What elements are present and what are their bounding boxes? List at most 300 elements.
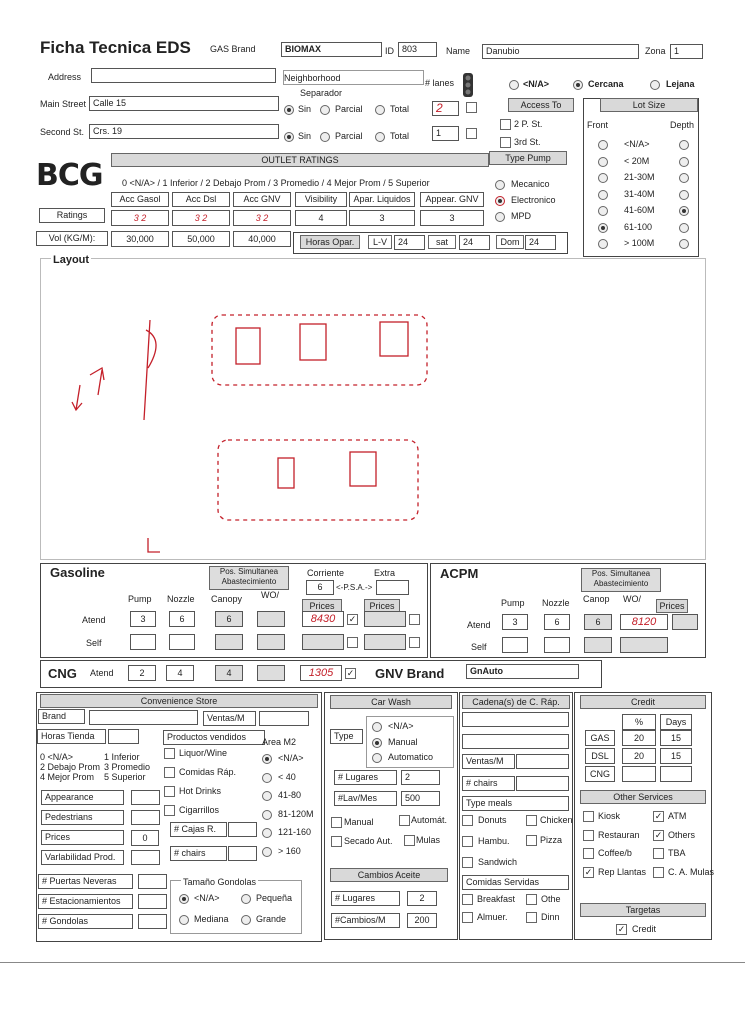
- store-chairs-label: # chairs: [170, 846, 227, 861]
- credit-days-field[interactable]: 15: [660, 730, 692, 746]
- store-count-label: # Puertas Neveras: [38, 874, 133, 889]
- psa-label: <-P.S.A.->: [336, 583, 373, 592]
- rating-column-header: Visibility: [295, 192, 347, 207]
- cajas-field[interactable]: [228, 822, 257, 837]
- scan-edge-line: [0, 962, 745, 963]
- store-area-radio[interactable]: [262, 847, 272, 857]
- service-label: Others: [668, 829, 696, 840]
- traffic-light-icon: [460, 72, 476, 98]
- gasoline-title: Gasoline: [50, 565, 105, 580]
- gas-pump-label: Pump: [128, 594, 152, 604]
- sep1-sin-label: Sin: [298, 104, 312, 114]
- store-product-checkbox[interactable]: [164, 786, 175, 797]
- vol-value-field[interactable]: 30,000: [111, 231, 169, 247]
- acpm-price-field[interactable]: 8120: [620, 614, 668, 630]
- lot-depth-label: Depth: [670, 120, 695, 130]
- neighborhood-field[interactable]: [283, 70, 424, 85]
- acpm-nozzle-label: Nozzle: [542, 598, 570, 608]
- donuts-label: Donuts: [478, 815, 507, 825]
- lot-depth-radio[interactable]: [679, 140, 689, 150]
- acpm-prices-header: Prices: [656, 599, 688, 613]
- carwash-manual-chk-label: Manual: [344, 817, 374, 827]
- lot-size-option: > 100M: [624, 238, 655, 248]
- carwash-lugares-label: # Lugares: [334, 770, 397, 785]
- gas-extra-price-field[interactable]: [364, 611, 406, 627]
- acpm-extra-field[interactable]: [672, 614, 698, 630]
- gas-brand-label: GAS Brand: [210, 44, 256, 54]
- carwash-type-label: Type: [330, 729, 363, 744]
- lot-depth-radio[interactable]: [679, 239, 689, 249]
- sep2-sin-radio[interactable]: [284, 132, 294, 142]
- service-checkbox[interactable]: [653, 848, 664, 859]
- type-pump-header: Type Pump: [489, 151, 567, 165]
- mulas-label: Mulas: [416, 835, 441, 845]
- cercana-label: Cercana: [588, 79, 624, 89]
- carwash-manual-radio[interactable]: [372, 738, 382, 748]
- cng-price-field[interactable]: 1305: [300, 665, 342, 681]
- acpm-pump-label: Pump: [501, 598, 525, 608]
- gas-self-nozzle[interactable]: [169, 634, 195, 650]
- store-brand-label: Brand: [38, 709, 85, 724]
- extra-field[interactable]: [376, 580, 409, 595]
- dinn-checkbox[interactable]: [526, 912, 537, 923]
- gas-canopy-field[interactable]: 6: [215, 611, 243, 627]
- acpm-atend-label: Atend: [467, 620, 491, 630]
- gas-extra-price-checkbox[interactable]: [409, 614, 420, 625]
- store-header: Convenience Store: [40, 694, 318, 708]
- gas-self-price-checkbox[interactable]: [347, 637, 358, 648]
- service-checkbox[interactable]: ✓: [584, 866, 593, 877]
- store-prices-field[interactable]: 0: [131, 830, 159, 846]
- store-ventas-field[interactable]: [259, 711, 309, 726]
- store-horas-field[interactable]: [108, 729, 139, 744]
- rating-column-header: Apar. Liquidos: [349, 192, 415, 207]
- store-area-label: < 40: [278, 771, 296, 782]
- sep2-total-label: Total: [390, 131, 410, 141]
- lot-size-option: 61-100: [624, 221, 653, 232]
- gas-price-field[interactable]: 8430: [302, 611, 344, 627]
- sep2-parcial-label: Parcial: [335, 131, 363, 141]
- store-rating-field[interactable]: [131, 790, 160, 805]
- lot-front-radio[interactable]: [598, 190, 608, 200]
- service-checkbox[interactable]: [653, 867, 664, 878]
- lanes-main-checkbox[interactable]: [466, 102, 477, 113]
- cambios-lugares-label: # Lugares: [331, 891, 400, 906]
- location-na-label: <N/A>: [523, 79, 550, 89]
- main-street-field[interactable]: Calle 15: [89, 96, 279, 111]
- gasoline-pos-sim: Pos. Simultanea Abastecimiento: [209, 566, 289, 590]
- lot-depth-radio[interactable]: [679, 223, 689, 233]
- mpd-label: MPD: [511, 211, 531, 221]
- comidas-servidas-label: Comidas Servidas: [462, 875, 569, 890]
- breakfast-label: Breakfast: [477, 894, 516, 904]
- lot-size-option: < 20M: [624, 155, 650, 166]
- gas-price-checkbox[interactable]: ✓: [348, 614, 357, 624]
- vol-value-field[interactable]: 50,000: [172, 231, 230, 247]
- acpm-canop-label: Canop: [583, 594, 610, 604]
- ratings-scale: 0 <N/A> / 1 Inferior / 2 Debajo Prom / 3 Promedio / 4 Mejor Prom / 5 Superior: [122, 178, 430, 188]
- gondolas-panel: [170, 880, 302, 934]
- cajas-label: # Cajas R.: [170, 822, 227, 837]
- credit-type-label: GAS: [585, 730, 615, 746]
- sandwich-label: Sandwich: [478, 857, 518, 867]
- store-rating-label: Pedestrians: [41, 810, 124, 825]
- credit-pct-field[interactable]: [622, 766, 656, 782]
- zona-label: Zona: [645, 46, 666, 56]
- cng-wo-field[interactable]: [257, 665, 285, 681]
- carwash-header: Car Wash: [330, 695, 452, 709]
- rating-value-field[interactable]: 3: [349, 210, 415, 226]
- store-product-checkbox[interactable]: [164, 767, 175, 778]
- pequena-label: Pequeña: [256, 893, 293, 903]
- hambu-label: Hambu.: [478, 836, 510, 846]
- acpm-nozzle-field[interactable]: 6: [544, 614, 570, 630]
- mulas-checkbox[interactable]: [404, 835, 415, 846]
- sep1-sin-radio[interactable]: [284, 105, 294, 115]
- name-label: Name: [446, 46, 471, 56]
- store-count-field[interactable]: [138, 894, 167, 909]
- store-brand-field[interactable]: [89, 710, 198, 725]
- sep2-parcial-radio[interactable]: [320, 132, 330, 142]
- secado-label: Secado Aut.: [344, 836, 393, 846]
- gas-pump-field[interactable]: 3: [130, 611, 156, 627]
- store-scale-left: 0 <N/A> 2 Debajo Prom 4 Mejor Prom: [40, 752, 101, 782]
- gondolas-na-radio[interactable]: [179, 894, 189, 904]
- mediana-radio[interactable]: [179, 915, 189, 925]
- carwash-automat-checkbox[interactable]: [399, 815, 410, 826]
- sep2-total-radio[interactable]: [375, 132, 385, 142]
- credit-header: Credit: [580, 695, 706, 709]
- access-3rdst-checkbox[interactable]: [500, 137, 511, 148]
- lot-depth-radio[interactable]: [679, 173, 689, 183]
- store-area-radio[interactable]: [262, 773, 272, 783]
- cng-atend-label: Atend: [90, 668, 114, 678]
- gondolas-na-label: <N/A>: [194, 893, 220, 903]
- separador-label: Separador: [300, 88, 343, 98]
- cadena-ventas-label: Ventas/M: [462, 754, 515, 769]
- lot-size-header: Lot Size: [600, 98, 698, 112]
- store-product-checkbox[interactable]: [164, 748, 175, 759]
- store-rating-label: Varlabilidad Prod.: [41, 850, 124, 865]
- layout-sketch: [60, 290, 440, 560]
- service-label: ATM: [668, 811, 687, 821]
- lot-depth-radio[interactable]: [679, 206, 689, 216]
- corriente-field[interactable]: 6: [306, 580, 334, 595]
- service-checkbox[interactable]: ✓: [654, 811, 663, 821]
- gas-nozzle-field[interactable]: 6: [169, 611, 195, 627]
- store-area-radio[interactable]: [262, 791, 272, 801]
- carwash-na-radio[interactable]: [372, 722, 382, 732]
- extra-label: Extra: [374, 568, 396, 578]
- store-product-label: Cigarrillos: [179, 805, 220, 815]
- id-field[interactable]: 803: [398, 42, 437, 57]
- cercana-radio[interactable]: [573, 80, 583, 90]
- lot-depth-radio[interactable]: [679, 157, 689, 167]
- carwash-manual-label: Manual: [388, 737, 418, 747]
- credit-days-field[interactable]: 15: [660, 748, 692, 764]
- sep1-total-label: Total: [390, 104, 410, 114]
- lejana-label: Lejana: [666, 79, 695, 89]
- gas-self-extra-price[interactable]: [364, 634, 406, 650]
- cadena-ventas-field[interactable]: [516, 754, 569, 769]
- pizza-label: Pizza: [540, 835, 563, 845]
- second-st-label: Second St.: [40, 127, 85, 137]
- gas-brand-field[interactable]: BIOMAX: [281, 42, 382, 57]
- acpm-canop-field[interactable]: 6: [584, 614, 612, 630]
- service-label: Kiosk: [598, 811, 621, 821]
- address-field[interactable]: [91, 68, 276, 83]
- grande-label: Grande: [256, 914, 287, 924]
- dom-label: Dom: [496, 235, 524, 249]
- secado-checkbox[interactable]: [331, 836, 342, 847]
- dinn-label: Dinn: [541, 912, 560, 922]
- credit-days-label: Days: [660, 714, 692, 730]
- service-label: C. A. Mulas: [668, 866, 715, 877]
- acpm-title: ACPM: [440, 566, 479, 581]
- service-checkbox[interactable]: [583, 811, 594, 822]
- access-2pst-checkbox[interactable]: [500, 119, 511, 130]
- acpm-wo-label: WO/: [623, 594, 641, 604]
- main-street-label: Main Street: [40, 99, 87, 109]
- store-count-label: # Gondolas: [38, 914, 133, 929]
- carwash-auto-label: Automatico: [388, 752, 434, 762]
- store-horas-label: Horas Tienda: [37, 729, 106, 744]
- corriente-label: Corriente: [307, 568, 345, 578]
- lot-front-label: Front: [587, 120, 609, 130]
- cadena-name-1[interactable]: [462, 712, 569, 727]
- service-checkbox[interactable]: ✓: [654, 829, 663, 840]
- credit-pct-field[interactable]: 20: [622, 730, 656, 746]
- carwash-lugares-field[interactable]: 2: [401, 770, 440, 785]
- gas-self-price[interactable]: [302, 634, 344, 650]
- sep1-parcial-radio[interactable]: [320, 105, 330, 115]
- location-na-radio[interactable]: [509, 80, 519, 90]
- acpm-self-canop[interactable]: [584, 637, 612, 653]
- acpm-self-pump[interactable]: [502, 637, 528, 653]
- acpm-pos-sim: Pos. Simultanea Abastecimiento: [581, 568, 661, 592]
- credit-pct-label: %: [622, 714, 656, 730]
- gas-self-canopy[interactable]: [215, 634, 243, 650]
- store-area-label: 121-160: [278, 827, 312, 837]
- acpm-pump-field[interactable]: 3: [502, 614, 528, 630]
- sep1-total-radio[interactable]: [375, 105, 385, 115]
- carwash-lav-label: #Lav/Mes: [334, 791, 397, 806]
- lot-front-radio[interactable]: [598, 223, 608, 233]
- credit-pct-field[interactable]: 20: [622, 748, 656, 764]
- neighborhood-label: Neighborhood: [284, 73, 341, 83]
- service-label: TBA: [668, 848, 686, 858]
- lot-size-option: 21-30M: [624, 172, 655, 182]
- lv-label: L-V: [368, 235, 392, 249]
- gas-prices-header: Prices: [302, 599, 342, 613]
- credit-type-label: DSL: [585, 748, 615, 764]
- gas-self-extra-checkbox[interactable]: [409, 637, 420, 648]
- store-count-label: # Estacionamientos: [38, 894, 133, 909]
- store-product-label: Hot Drinks: [179, 786, 222, 796]
- carwash-manual-checkbox[interactable]: [331, 817, 342, 828]
- mecanico-radio[interactable]: [495, 180, 505, 190]
- gas-extra-prices-header: Prices: [364, 599, 400, 613]
- cadena-meals-label: Type meals: [462, 796, 569, 811]
- gnv-brand-label: GNV Brand: [375, 666, 445, 681]
- carwash-auto-radio[interactable]: [372, 753, 382, 763]
- pizza-checkbox[interactable]: [526, 835, 537, 846]
- store-rating-field[interactable]: [131, 810, 160, 825]
- cadena-chairs-label: # chairs: [462, 776, 515, 791]
- lot-front-radio[interactable]: [598, 239, 608, 249]
- cambios-header: Cambios Aceite: [330, 868, 448, 882]
- cadena-chairs-field[interactable]: [516, 776, 569, 791]
- carwash-lav-field[interactable]: 500: [401, 791, 440, 806]
- lot-front-radio[interactable]: [598, 157, 608, 167]
- store-area-label: > 160: [278, 845, 301, 856]
- electronico-label: Electronico: [511, 195, 556, 205]
- gas-atend-label: Atend: [82, 615, 106, 625]
- ratings-label: Ratings: [39, 208, 105, 223]
- lot-front-radio[interactable]: [598, 206, 608, 216]
- access-3rdst-label: 3rd St.: [514, 137, 541, 147]
- rating-column-header: Acc Gasol: [111, 192, 169, 207]
- breakfast-checkbox[interactable]: [462, 894, 473, 905]
- store-area-label: Area M2: [262, 737, 297, 747]
- acpm-self-nozzle[interactable]: [544, 637, 570, 653]
- gas-canopy-label: Canopy: [211, 594, 243, 604]
- vol-value-field[interactable]: 40,000: [233, 231, 291, 247]
- grande-radio[interactable]: [241, 915, 251, 925]
- zona-field[interactable]: 1: [670, 44, 703, 59]
- sat-field[interactable]: 24: [459, 235, 490, 250]
- cng-title: CNG: [48, 666, 77, 681]
- lot-depth-radio[interactable]: [679, 190, 689, 200]
- donuts-checkbox[interactable]: [462, 815, 473, 826]
- rating-value-field[interactable]: 3 2: [233, 210, 291, 226]
- store-area-label: 41-80: [278, 790, 302, 800]
- lot-size-option: 41-60M: [624, 205, 655, 215]
- rating-column-header: Appear. GNV: [420, 192, 484, 207]
- lv-field[interactable]: 24: [394, 235, 425, 250]
- layout-label: Layout: [53, 254, 90, 266]
- gas-wo-label: WO/: [261, 590, 279, 600]
- name-field[interactable]: Danubio: [482, 44, 639, 59]
- sat-label: sat: [428, 235, 456, 249]
- service-label: Rep Llantas: [598, 866, 647, 877]
- acpm-self-price[interactable]: [620, 637, 668, 653]
- chicken-checkbox[interactable]: [526, 815, 537, 826]
- sep2-sin-label: Sin: [298, 131, 312, 141]
- store-area-radio[interactable]: [262, 810, 272, 820]
- rating-value-field[interactable]: 4: [295, 210, 347, 226]
- second-st-field[interactable]: Crs. 19: [89, 124, 279, 139]
- store-count-field[interactable]: [138, 874, 167, 889]
- lanes-second-field[interactable]: 1: [432, 126, 459, 141]
- cambios-label: #Cambios/M: [331, 913, 400, 928]
- cambios-field[interactable]: 200: [407, 913, 437, 928]
- lot-size-option: <N/A>: [624, 139, 650, 149]
- sandwich-checkbox[interactable]: [462, 857, 473, 868]
- credit-days-field[interactable]: [660, 766, 692, 782]
- store-area-radio[interactable]: [262, 828, 272, 838]
- credit-card-label: Credit: [632, 924, 657, 934]
- carwash-na-label: <N/A>: [388, 721, 414, 731]
- dom-field[interactable]: 24: [525, 235, 556, 250]
- rating-value-field[interactable]: 3 2: [111, 210, 169, 226]
- lejana-radio[interactable]: [650, 80, 660, 90]
- gnv-brand-field[interactable]: GnAuto: [466, 664, 579, 679]
- lot-size-option: 31-40M: [624, 188, 655, 199]
- other-services-header: Other Services: [580, 790, 706, 804]
- cambios-lugares-field[interactable]: 2: [407, 891, 437, 906]
- rating-value-field[interactable]: 3 2: [172, 210, 230, 226]
- mpd-radio[interactable]: [495, 212, 505, 222]
- horas-label: Horas Opar.: [300, 235, 360, 249]
- store-area-label: 81-120M: [278, 808, 314, 819]
- lot-front-radio[interactable]: [598, 173, 608, 183]
- service-checkbox[interactable]: [583, 830, 594, 841]
- gas-self-pump[interactable]: [130, 634, 156, 650]
- lot-front-radio[interactable]: [598, 140, 608, 150]
- lanes-second-checkbox[interactable]: [466, 128, 477, 139]
- carwash-automat-label: Automát.: [411, 815, 448, 825]
- store-area-label: <N/A>: [278, 753, 304, 763]
- outlet-ratings-header: OUTLET RATINGS: [111, 153, 489, 167]
- cng-canopy-field[interactable]: 4: [215, 665, 243, 681]
- store-rating-field[interactable]: [131, 850, 160, 865]
- store-productos-label: Productos vendidos: [163, 730, 265, 745]
- hambu-checkbox[interactable]: [462, 836, 473, 847]
- targetas-header: Targetas: [580, 903, 706, 917]
- store-area-radio[interactable]: [262, 754, 272, 764]
- lanes-main-field[interactable]: 2: [432, 101, 459, 116]
- lanes-label: # lanes: [425, 78, 455, 88]
- gas-nozzle-label: Nozzle: [167, 594, 195, 604]
- access-to-header: Access To: [508, 98, 574, 112]
- access-2pst-label: 2 P. St.: [514, 119, 543, 129]
- almuer-checkbox[interactable]: [462, 912, 473, 923]
- id-label: ID: [385, 46, 394, 56]
- cadena-name-2[interactable]: [462, 734, 569, 749]
- gas-self-label: Self: [86, 638, 102, 648]
- store-ventas-label: Ventas/M: [203, 711, 256, 726]
- acpm-self-label: Self: [471, 642, 487, 652]
- cng-pump-field[interactable]: 2: [128, 665, 156, 681]
- electronico-radio[interactable]: [495, 196, 505, 206]
- sep1-parcial-label: Parcial: [335, 104, 363, 114]
- bcg-logo: BCG: [36, 158, 103, 193]
- store-rating-label: Appearance: [41, 790, 124, 805]
- othe-checkbox[interactable]: [526, 894, 537, 905]
- mecanico-label: Mecanico: [511, 179, 550, 189]
- store-count-field[interactable]: [138, 914, 167, 929]
- rating-value-field[interactable]: 3: [420, 210, 484, 226]
- store-product-label: Comidas Ráp.: [179, 767, 237, 777]
- address-label: Address: [48, 72, 82, 82]
- rating-column-header: Acc Dsl: [172, 192, 230, 207]
- service-checkbox[interactable]: [583, 848, 594, 859]
- store-chairs-field[interactable]: [228, 846, 257, 861]
- credit-card-checkbox[interactable]: ✓: [617, 924, 626, 934]
- vol-label: Vol (KG/M):: [36, 231, 108, 246]
- cng-price-checkbox[interactable]: ✓: [346, 668, 355, 678]
- pequena-radio[interactable]: [241, 894, 251, 904]
- cng-nozzle-field[interactable]: 4: [166, 665, 194, 681]
- gas-self-wo[interactable]: [257, 634, 285, 650]
- othe-label: Othe: [541, 894, 561, 904]
- gas-wo-field[interactable]: [257, 611, 285, 627]
- store-product-checkbox[interactable]: [164, 805, 175, 816]
- page-title: Ficha Tecnica EDS: [40, 38, 191, 57]
- cadena-header: Cadena(s) de C. Ráp.: [462, 695, 570, 709]
- rating-column-header: Acc GNV: [233, 192, 291, 207]
